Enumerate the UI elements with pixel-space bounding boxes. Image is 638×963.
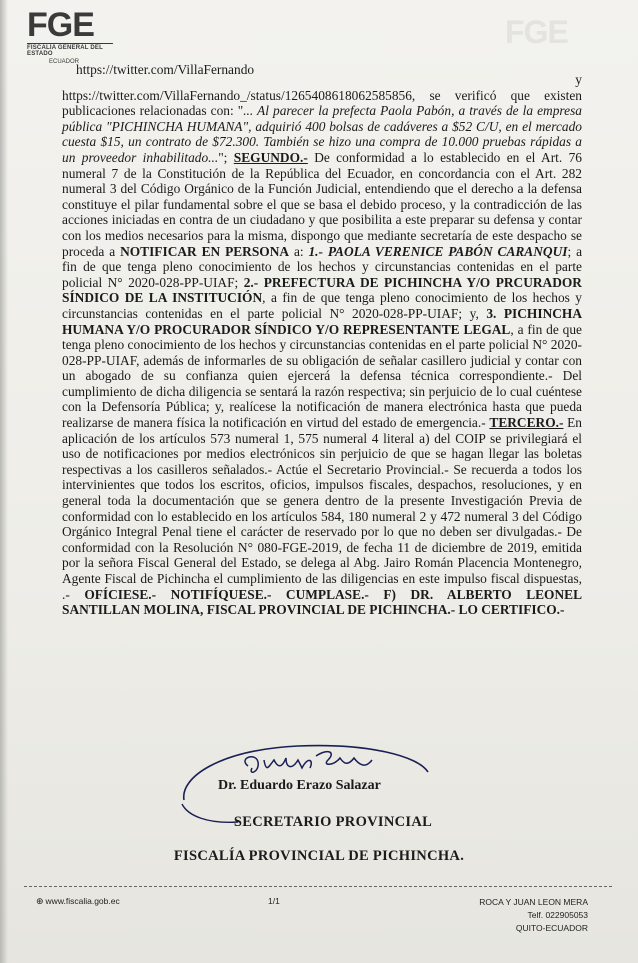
body-text-8: En aplicación de los artículos 573 numeral 1, 575 numeral 4 literal a) del COIP se privilegiará el uso de notificaciones por medios electrónicos sin perjuicio de que se hagan llegar las boletas respectivas a los casilleros señalados.- Actúe el Secretario Provincial.- Se recuerda a todos los intervinientes que todos los escritos, oficios, impulsos fiscales, despachos, resoluciones, y en general toda la documentación que se genera dentro de la presente Investigación Previa de conformidad con lo establecido en los artículos 584, 180 numeral 2 y 472 numeral 3 del Código Orgánico Integral Penal tiene el carácter de reservado por lo que no deben ser divulgadas.- De conformidad con la Resolución N° 080-FGE-2019, de fecha 11 de diciembre de 2019, emitida por la señora Fiscal General del Estado, se delega al Abg. Jairo Román Placencia Montenegro, Agente Fiscal de Pichincha el cumplimiento de las diligencias en este impulso fiscal dispuestas, .-	[62, 415, 582, 602]
closing-formula: OFÍCIESE.- NOTIFÍQUESE.- CUMPLASE.- F) DR. ALBERTO LEONEL SANTILLAN MOLINA, FISCAL PROVINCIAL DE PICHINCHA.- LO CERTIFICO.-	[62, 586, 583, 618]
body-text-4: a:	[289, 243, 309, 259]
party-3: 3. PICHINCHA HUMANA Y/O PROCURADOR SÍNDICO Y/O REPRESENTANTE LEGAL	[62, 305, 582, 337]
party-1: 1.- PAOLA VERENICE PABÓN CARANQUI	[308, 243, 568, 259]
notificar-heading: NOTIFICAR EN PERSONA	[120, 243, 290, 259]
signature-text: Eduardo Erazo	[328, 774, 334, 775]
fge-logo	[27, 8, 137, 65]
body-text-5: ; a fin de que tenga pleno conocimiento de los hechos y circunstancias contenidas en el parte policial N° 2020-028-PP-UIAF;	[62, 243, 583, 290]
website-link[interactable]: www.fiscalia.gob.ec	[45, 896, 120, 906]
signer-title: SECRETARIO PROVINCIAL	[233, 814, 433, 830]
bleed-through-logo: FGE	[505, 14, 568, 50]
logo-subtitle: FISCALÍA GENERAL DEL ESTADO	[27, 43, 113, 57]
footer-website[interactable]	[36, 896, 120, 907]
quoted-publication: ... Al parecer la prefecta Paola Pabón, a través de la empresa pública "PICHINCHA HUMANA", adquirió 400 bolsas de cadáveres a $52 C/U, en el mercado cuesta $15, un contrato de $72.300. También se hizo una compra de 10.000 pruebas rápidas a un proveedor inhabilitado...	[62, 103, 582, 165]
body-text-3: De conformidad a lo establecido en el Art. 76 numeral 7 de la Constitución de la República del Ecuador, en concordancia con el Art. 282 numeral 3 del Código Orgánico de la Función Judicial, entendiendo que el derecho a la defensa constituye el pilar fundamental sobre el que se basa el debido proceso, y la contradicción de las acciones iniciadas en contra de un ciudadano y que posibilita a este preparar su defensa y contar con los medios necesarios para la misma, dispongo que mediante secretaría de este despacho se proceda a	[62, 149, 582, 259]
body-text-2: ";	[218, 149, 234, 165]
conjunction-y: y	[575, 72, 582, 87]
tercero-heading: TERCERO.-	[489, 415, 564, 431]
party-2: 2.- PREFECTURA DE PICHINCHA Y/O PRCURADOR SÍNDICO DE LA INSTITUCIÓN	[62, 274, 582, 306]
body-text-7: , a fin de que tenga pleno conocimiento de los hechos y circunstancias contenidas en el parte policial N° 2020-028-PP-UIAF, además de informarles de su obligación de señalar casillero judicial y contar con un abogado de su confianza quien ejercerá la defensa técnica correspondiente.- Del cumplimiento de dicha diligencia se sentará la razón respectiva; sin perjuicio de lo cual cuéntese con la Defensoría Pública; y, realícese la notificación de manera electrónica hasta que pueda realizarse de manera física la notificación en virtud del estado de emergencia.-	[62, 321, 582, 431]
footer-divider	[24, 886, 614, 887]
page-number: 1/1	[268, 896, 280, 906]
twitter-link-1: https://twitter.com/VillaFernando	[76, 62, 255, 77]
address-street: ROCA Y JUAN LEON MERA	[479, 897, 588, 907]
footer-address	[470, 896, 588, 935]
main-paragraph	[62, 88, 582, 618]
signature-block	[0, 730, 638, 870]
address-city: QUITO-ECUADOR	[515, 923, 588, 933]
twitter-link-2: https://twitter.com/VillaFernando_/status/1265408618062585856,	[62, 87, 416, 103]
body-text-6: , a fin de que tenga pleno conocimiento de los hechos y circunstancias contenidas en el parte policial N° 2020-028-PP-UIAF; y,	[62, 290, 582, 321]
address-phone: Telf. 022905053	[527, 910, 588, 920]
globe-icon: ⊕	[36, 896, 44, 906]
segundo-heading: SEGUNDO.-	[233, 149, 308, 165]
document-body	[62, 62, 582, 618]
office-name: FISCALÍA PROVINCIAL DE PICHINCHA.	[173, 848, 465, 864]
url-line-1	[62, 62, 582, 88]
logo-country: ECUADOR	[49, 59, 80, 65]
body-text-1: se verificó que existen publicaciones relacionadas con: "	[62, 87, 582, 119]
signer-name: Dr. Eduardo Erazo Salazar	[218, 778, 381, 793]
logo-text: FGE	[27, 6, 94, 44]
